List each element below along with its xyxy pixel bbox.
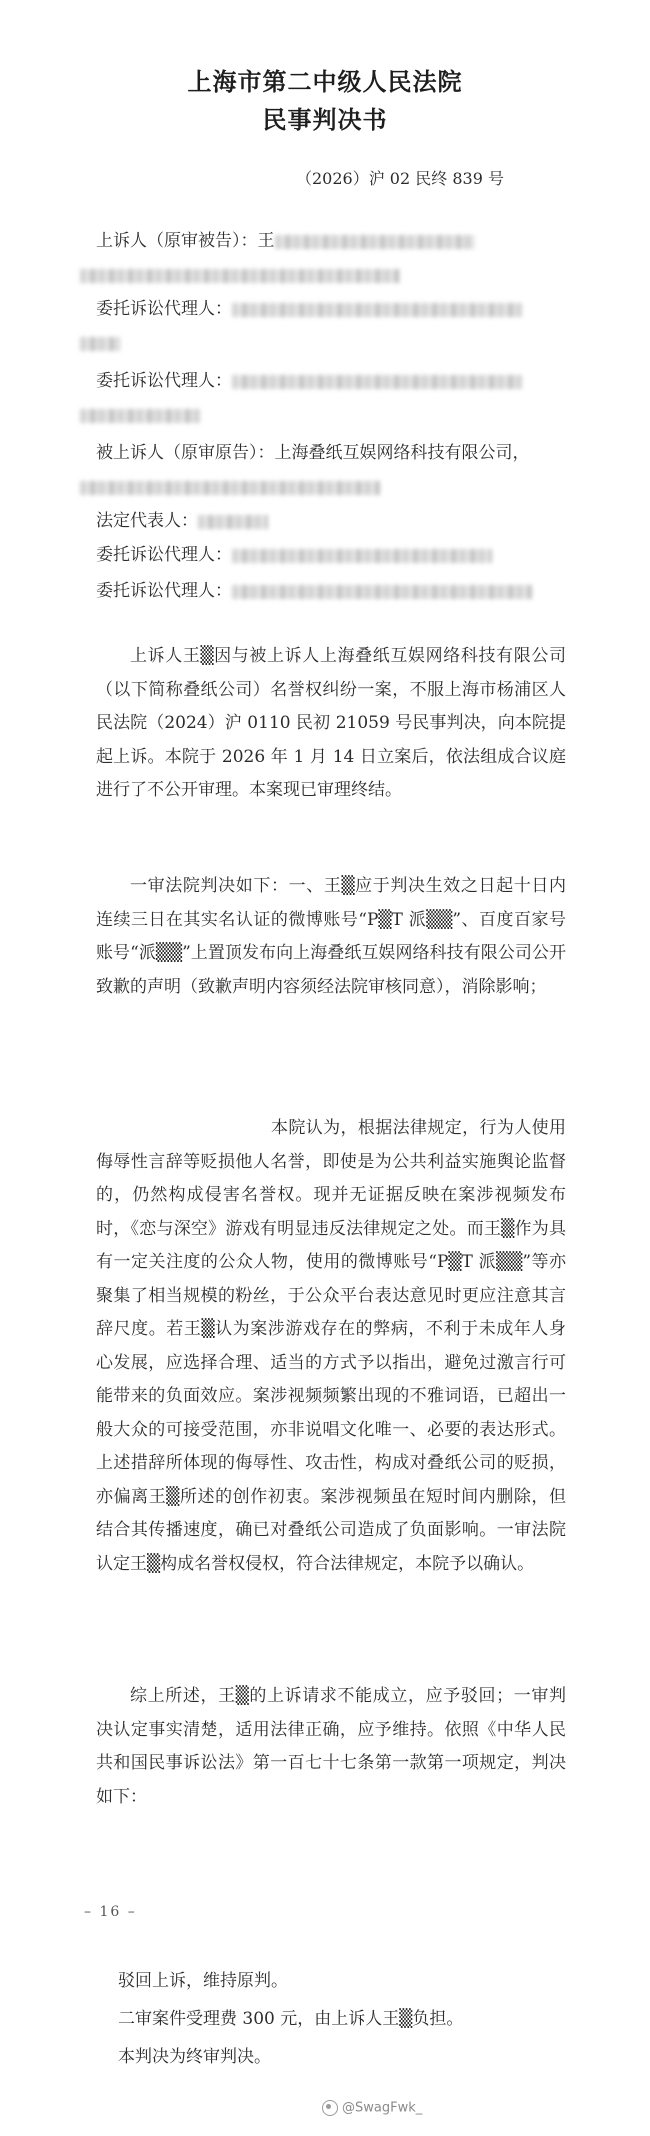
redacted-text xyxy=(275,235,475,249)
redacted-text xyxy=(232,303,522,317)
redacted-text xyxy=(80,269,400,283)
judgment-line-3: 本判决为终审判决。 xyxy=(118,2047,271,2067)
watermark-text: @SwagFwk_ xyxy=(342,2100,423,2116)
redacted-text xyxy=(80,481,380,495)
intro-paragraph: 上诉人王▒因与被上诉人上海叠纸互娱网络科技有限公司（以下简称叠纸公司）名誉权纠纷一案，不服上海市杨浦区人民法院（2024）沪 0110 民初 21059 号民事判决，向本院提起上诉。本院于 2026 年 1 月 14 日立案后，依法组成合议庭进行了不公开审理。本案现已审理终结。 xyxy=(96,646,566,800)
agent-4-label: 委托诉讼代理人： xyxy=(96,581,232,601)
agent-2-line xyxy=(96,370,522,392)
appellant-line xyxy=(96,230,475,252)
judgment-line-1: 驳回上诉，维持原判。 xyxy=(118,1971,288,1991)
agent-1-label: 委托诉讼代理人： xyxy=(96,299,232,319)
case-number: （2026）沪 02 民终 839 号 xyxy=(296,169,504,188)
judgment-line-2: 二审案件受理费 300 元，由上诉人王▒负担。 xyxy=(118,2009,464,2029)
redacted-text xyxy=(80,409,200,423)
first-instance-paragraph: 一审法院判决如下：一、王▒应于判决生效之日起十日内连续三日在其实名认证的微博账号“P▒T 派▒▒”、百度百家号账号“派▒▒”上置顶发布向上海叠纸互娱网络科技有限公司公开致歉的声明（致歉声明内容须经法院审核同意），消除影响； xyxy=(96,876,566,997)
agent-1-cont-line xyxy=(80,332,120,354)
court-name: 上海市第二中级人民法院 xyxy=(187,68,463,96)
agent-2-cont-line xyxy=(80,404,200,426)
redacted-text xyxy=(198,515,268,529)
page-number: – 16 – xyxy=(84,1904,137,1920)
court-opinion-paragraph: 本院认为，根据法律规定，行为人使用侮辱性言辞等贬损他人名誉，即使是为公共利益实施舆论监督的，仍然构成侵害名誉权。现并无证据反映在案涉视频发布时，《恋与深空》游戏有明显违反法律规定之处。而王▒作为具有一定关注度的公众人物，使用的微博账号“P▒T 派▒▒”等亦聚集了相当规模的粉丝，于公众平台表达意见时更应注意其言辞尺度。若王▒认为案涉游戏存在的弊病，不利于未成年人身心发展，应选择合理、适当的方式予以指出，避免过激言行可能带来的负面效应。案涉视频频繁出现的不雅词语，已超出一般大众的可接受范围，亦非说唱文化唯一、必要的表达形式。上述措辞所体现的侮辱性、攻击性，构成对叠纸公司的贬损，亦偏离王▒所述的创作初衷。案涉视频虽在短时间内删除，但结合其传播速度，确已对叠纸公司造成了负面影响。一审法院认定王▒构成名誉权侵权，符合法律规定，本院予以确认。 xyxy=(96,1118,566,1574)
document-type: 民事判决书 xyxy=(262,106,388,134)
appellant-address-line xyxy=(80,264,400,286)
watermark xyxy=(322,2100,422,2116)
legal-rep-line xyxy=(96,510,268,532)
weibo-icon xyxy=(322,2100,338,2116)
redacted-text xyxy=(232,375,522,389)
redacted-text xyxy=(80,337,120,351)
appellee-line: 被上诉人（原审原告）：上海叠纸互娱网络科技有限公司， xyxy=(96,443,530,463)
agent-3-label: 委托诉讼代理人： xyxy=(96,545,232,565)
agent-2-label: 委托诉讼代理人： xyxy=(96,371,232,391)
appellant-label: 上诉人（原审被告）：王 xyxy=(96,231,275,251)
agent-3-line xyxy=(96,544,492,566)
appellee-address-line xyxy=(80,476,380,498)
redacted-text xyxy=(232,585,532,599)
conclusion-paragraph: 综上所述，王▒的上诉请求不能成立，应予驳回；一审判决认定事实清楚，适用法律正确，应予维持。依照《中华人民共和国民事诉讼法》第一百七十七条第一款第一项规定，判决如下： xyxy=(96,1686,566,1807)
agent-1-line xyxy=(96,298,522,320)
redacted-text xyxy=(232,549,492,563)
agent-4-line xyxy=(96,580,532,602)
legal-rep-label: 法定代表人： xyxy=(96,511,198,531)
